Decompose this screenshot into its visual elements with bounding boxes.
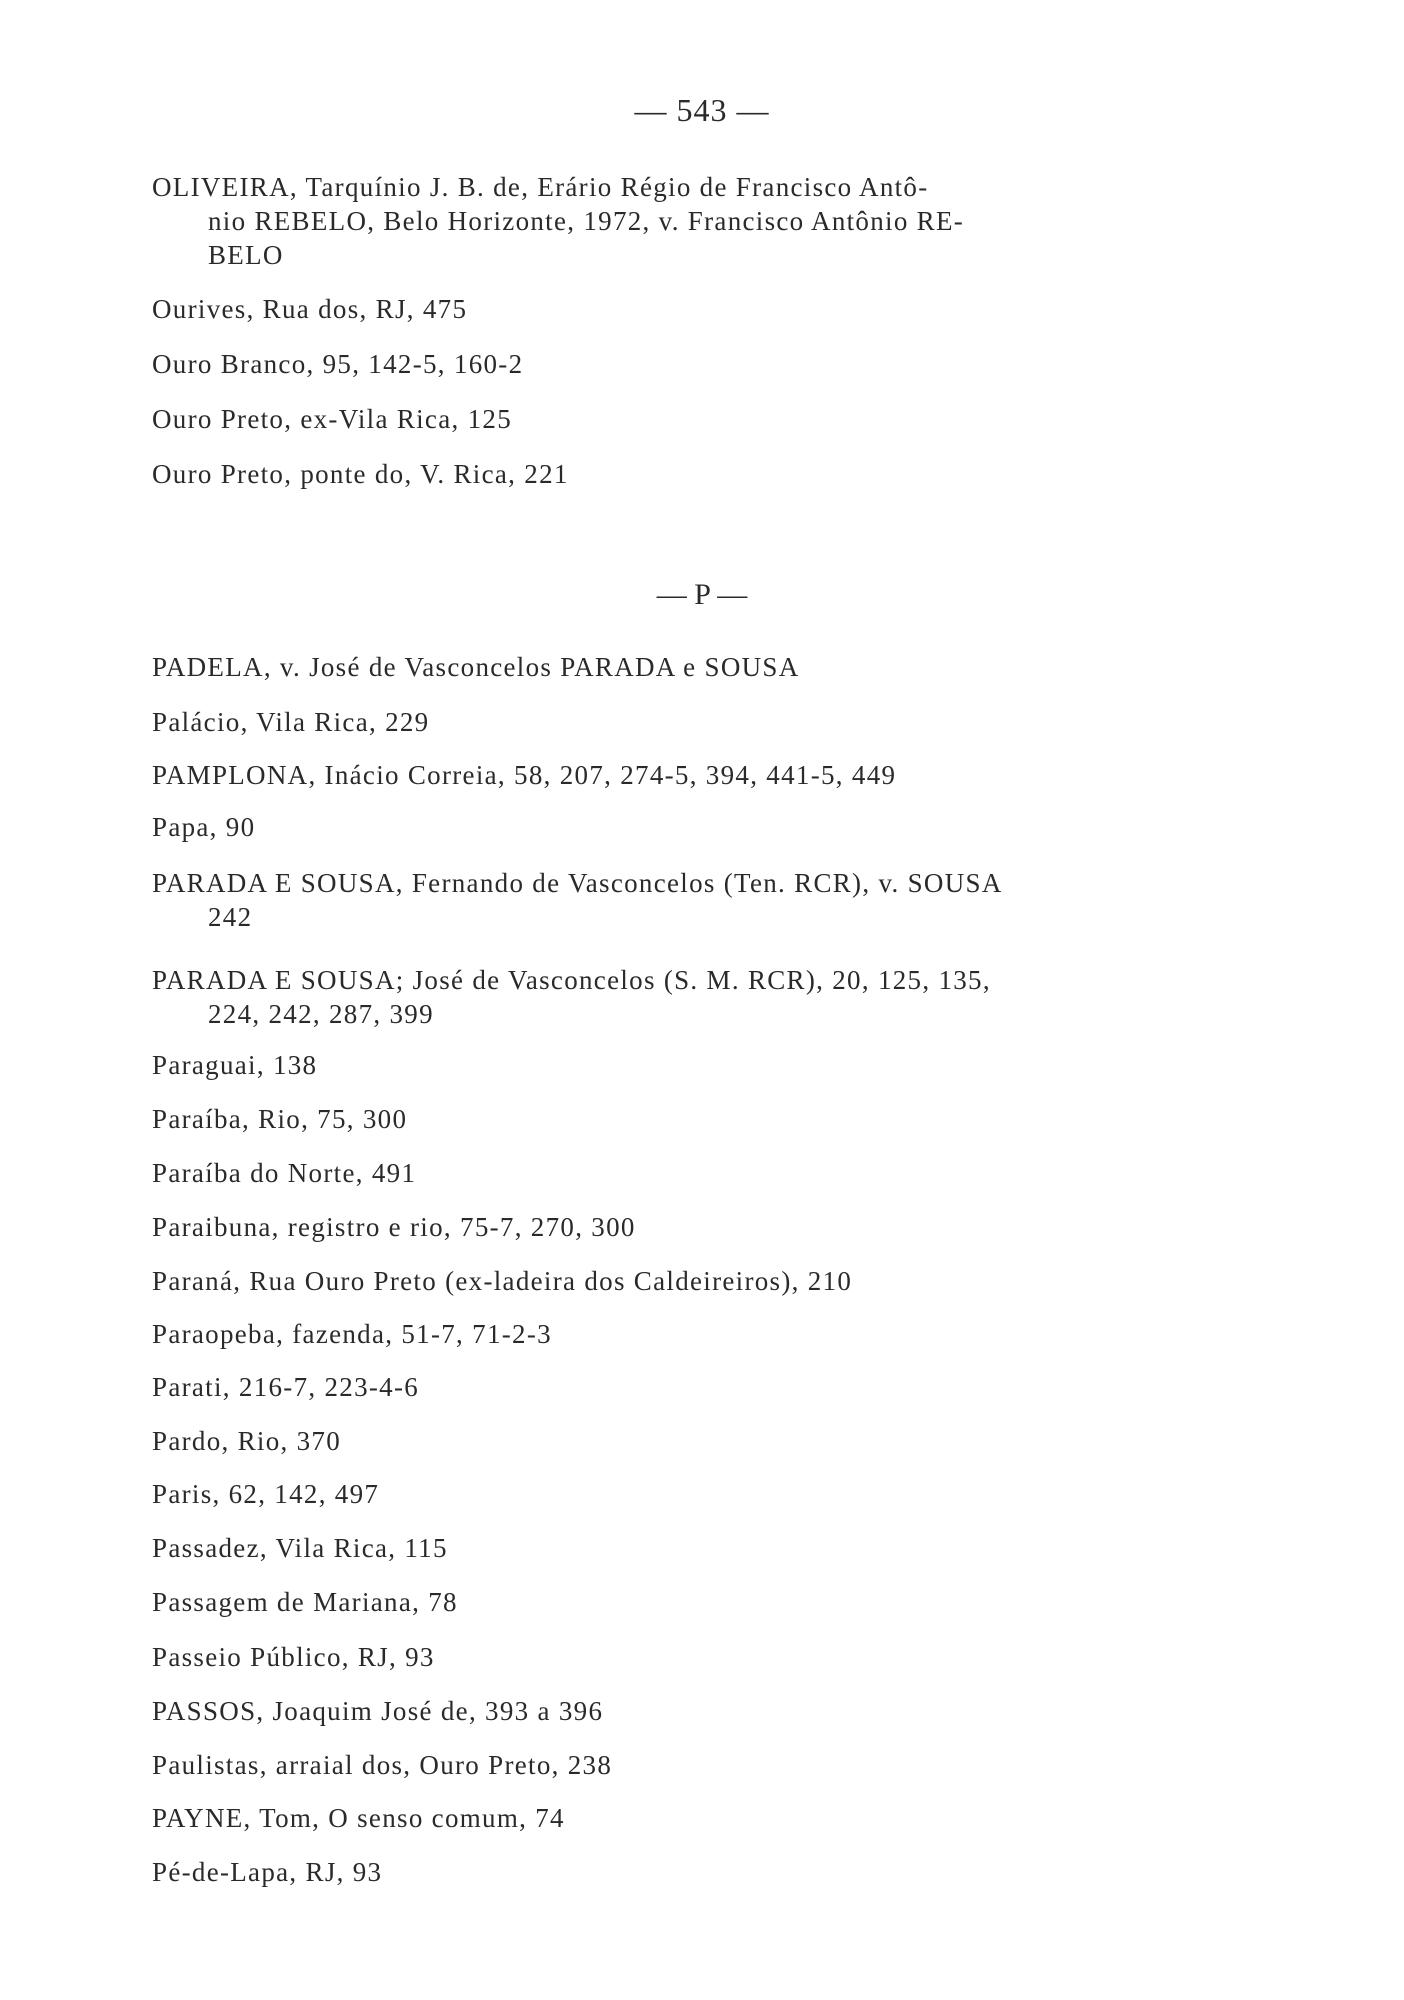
- index-entry: [152, 1048, 1252, 1082]
- entry-line: Ouro Preto, ex-Vila Rica, 125: [152, 404, 512, 434]
- index-entry: [152, 1424, 1252, 1458]
- index-entry: [152, 347, 1252, 381]
- index-entry: [152, 1477, 1252, 1511]
- entry-line: Paulistas, arraial dos, Ouro Preto, 238: [152, 1750, 613, 1780]
- index-entry: [152, 457, 1252, 491]
- entry-continuation: nio REBELO, Belo Horizonte, 1972, v. Francisco Antônio RE-: [208, 206, 965, 236]
- index-entry: [152, 963, 1252, 1031]
- entry-continuation: 242: [208, 902, 253, 932]
- entry-line: Ouro Preto, ponte do, V. Rica, 221: [152, 459, 569, 489]
- entry-line: PAMPLONA, Inácio Correia, 58, 207, 274-5, 394, 441-5, 449: [152, 760, 897, 790]
- entry-line: Paraíba, Rio, 75, 300: [152, 1104, 408, 1134]
- entry-line: PADELA, v. José de Vasconcelos PARADA e SOUSA: [152, 652, 800, 682]
- index-entry: [152, 1264, 1252, 1298]
- entry-line: Ourives, Rua dos, RJ, 475: [152, 294, 468, 324]
- index-entry: [152, 1855, 1252, 1889]
- index-entry: [152, 866, 1252, 934]
- entry-line: Paraguai, 138: [152, 1050, 318, 1080]
- entry-line: Ouro Branco, 95, 142-5, 160-2: [152, 349, 524, 379]
- entry-line: OLIVEIRA, Tarquínio J. B. de, Erário Régio de Francisco Antô-: [152, 172, 929, 202]
- index-entry: [152, 1640, 1252, 1674]
- index-entry: [152, 292, 1252, 326]
- index-entry: [152, 1102, 1252, 1136]
- index-entry: [152, 758, 1252, 792]
- entry-line: Passagem de Mariana, 78: [152, 1587, 458, 1617]
- index-entry: [152, 705, 1252, 739]
- index-entry: [152, 810, 1252, 844]
- entry-line: Paraopeba, fazenda, 51-7, 71-2-3: [152, 1319, 552, 1349]
- index-entry: [152, 650, 1252, 684]
- entry-line: Paraíba do Norte, 491: [152, 1158, 417, 1188]
- entry-line: Pardo, Rio, 370: [152, 1426, 342, 1456]
- entry-line: Parati, 216-7, 223-4-6: [152, 1372, 420, 1402]
- entry-line: Pé-de-Lapa, RJ, 93: [152, 1857, 383, 1887]
- entry-line: Paraibuna, registro e rio, 75-7, 270, 300: [152, 1212, 636, 1242]
- entry-line: Paris, 62, 142, 497: [152, 1479, 380, 1509]
- entry-continuation: BELO: [208, 240, 284, 270]
- entry-line: PARADA E SOUSA, Fernando de Vasconcelos (Ten. RCR), v. SOUSA: [152, 868, 1003, 898]
- index-entry: [152, 1801, 1252, 1835]
- index-entry: [152, 1585, 1252, 1619]
- index-entry: [152, 1210, 1252, 1244]
- entry-line: Paraná, Rua Ouro Preto (ex-ladeira dos Caldeireiros), 210: [152, 1266, 853, 1296]
- entry-line: PARADA E SOUSA; José de Vasconcelos (S. M. RCR), 20, 125, 135,: [152, 965, 991, 995]
- index-entry: [152, 1156, 1252, 1190]
- section-letter-heading: — P —: [656, 578, 748, 611]
- index-entry: [152, 1694, 1252, 1728]
- index-entry: [152, 1317, 1252, 1351]
- entry-line: PASSOS, Joaquim José de, 393 a 396: [152, 1696, 604, 1726]
- index-entry: [152, 1748, 1252, 1782]
- entry-line: Passadez, Vila Rica, 115: [152, 1533, 448, 1563]
- index-entry: [152, 1370, 1252, 1404]
- index-entry: [152, 170, 1252, 272]
- entry-continuation: 224, 242, 287, 399: [208, 999, 434, 1029]
- entry-line: Passeio Público, RJ, 93: [152, 1642, 435, 1672]
- page-number: — 543 —: [634, 92, 770, 128]
- entry-line: Palácio, Vila Rica, 229: [152, 707, 430, 737]
- index-entry: [152, 1531, 1252, 1565]
- entry-line: Papa, 90: [152, 812, 256, 842]
- index-entry: [152, 402, 1252, 436]
- entry-line: PAYNE, Tom, O senso comum, 74: [152, 1803, 565, 1833]
